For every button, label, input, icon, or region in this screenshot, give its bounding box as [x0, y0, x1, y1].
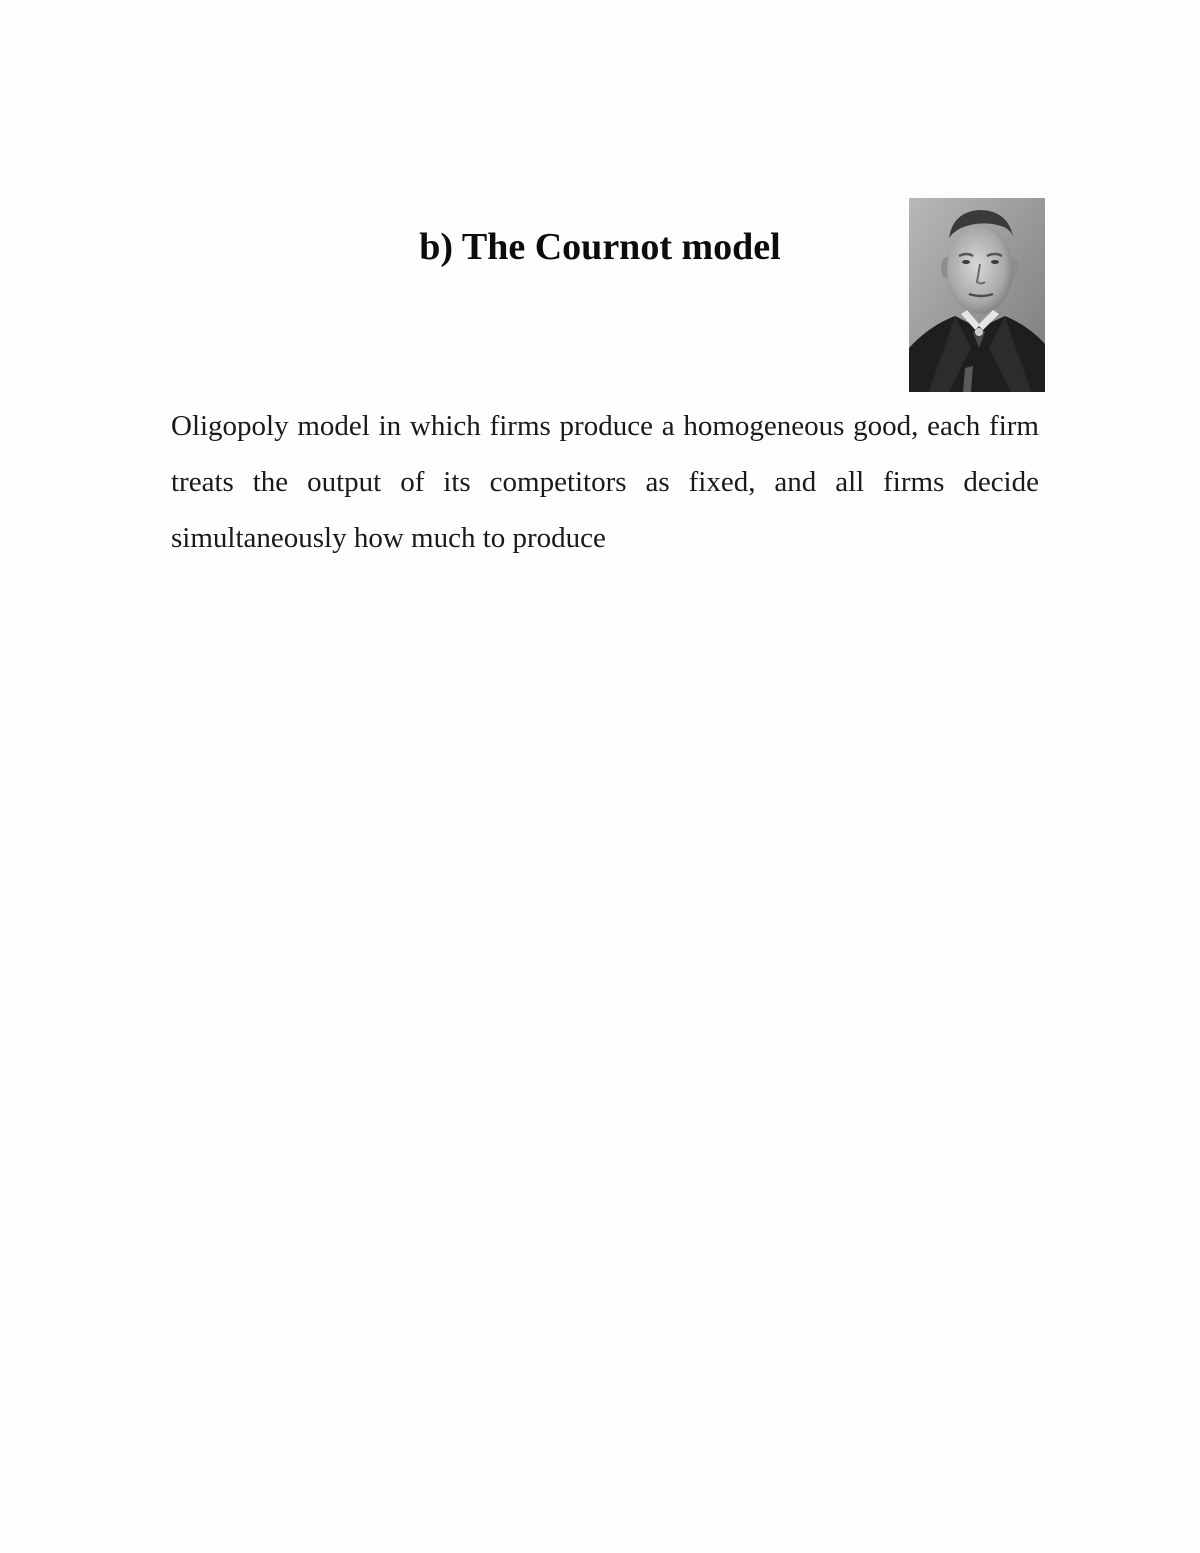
definition-paragraph: Oligopoly model in which firms produce a homogeneous good, each firm treats the output of its competitors as fixed, and all firms decide simultaneously how much to produce [171, 410, 1039, 554]
portrait-icon [909, 198, 1045, 392]
page-title: b) The Cournot model [419, 226, 781, 268]
portrait-photo [909, 198, 1045, 392]
